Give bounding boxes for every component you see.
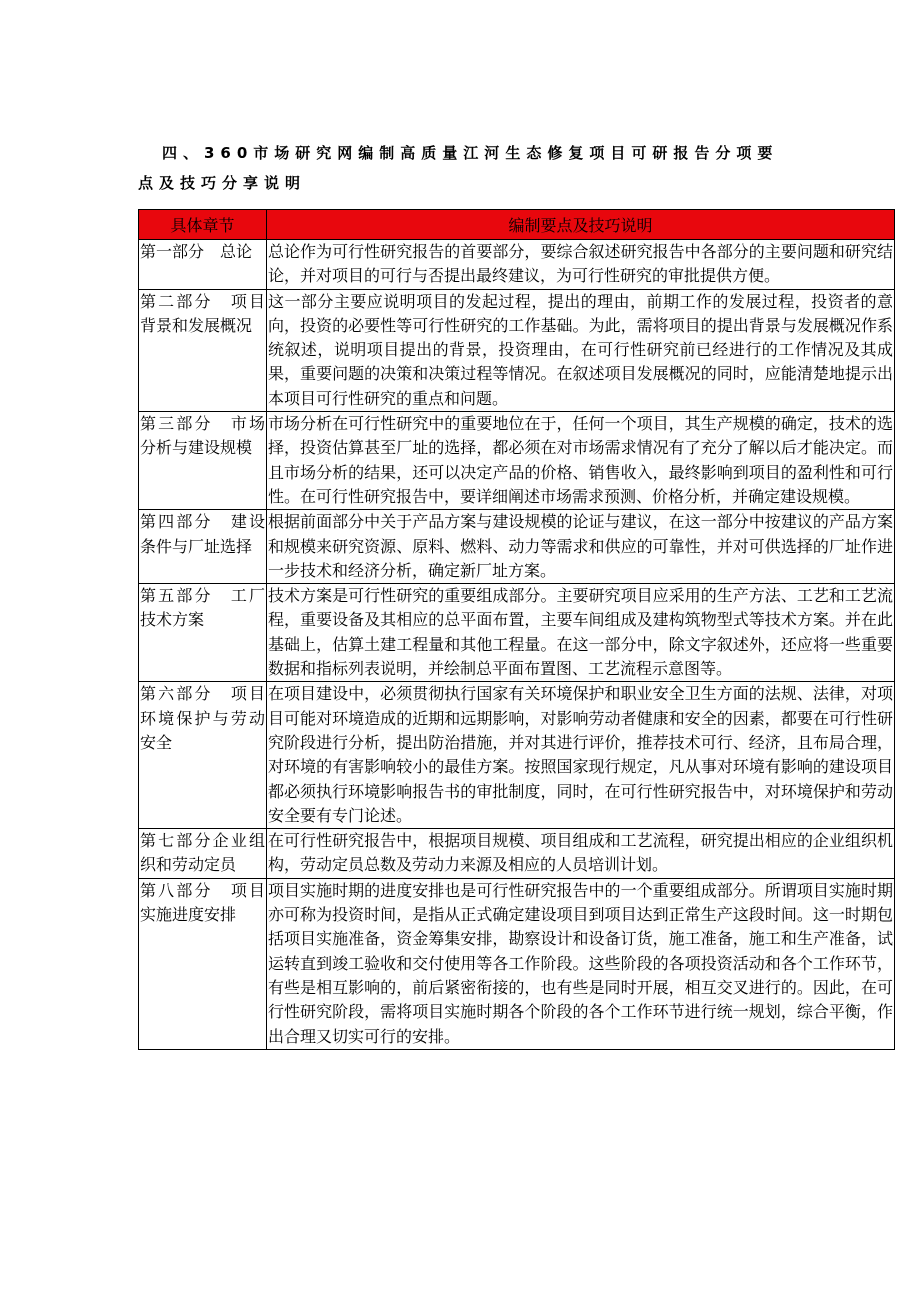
table-row — [139, 289, 895, 411]
table-row — [139, 584, 895, 682]
section-cell: 第五部分 工厂技术方案 — [139, 584, 267, 682]
table-row — [139, 510, 895, 584]
description-cell: 技术方案是可行性研究的重要组成部分。主要研究项目应采用的生产方法、工艺和工艺流程，重要设备及其相应的总平面布置，主要车间组成及建构筑物型式等技术方案。并在此基础上，估算土建工程量和其他工程量。在这一部分中，除文字叙述外，还应将一些重要数据和指标列表说明，并绘制总平面布置图、工艺流程示意图等。 — [267, 584, 895, 682]
description-cell: 总论作为可行性研究报告的首要部分，要综合叙述研究报告中各部分的主要问题和研究结论，并对项目的可行与否提出最终建议，为可行性研究的审批提供方便。 — [267, 240, 895, 290]
description-cell: 根据前面部分中关于产品方案与建设规模的论证与建议，在这一部分中按建议的产品方案和规模来研究资源、原料、燃料、动力等需求和供应的可靠性，并对可供选择的厂址作进一步技术和经济分析，确定新厂址方案。 — [267, 510, 895, 584]
description-cell: 在项目建设中，必须贯彻执行国家有关环境保护和职业安全卫生方面的法规、法律，对项目可能对环境造成的近期和远期影响，对影响劳动者健康和安全的因素，都要在可行性研究阶段进行分析，提出防治措施，并对其进行评价，推荐技术可行、经济，且布局合理，对环境的有害影响较小的最佳方案。按照国家现行规定，凡从事对环境有影响的建设项目都必须执行环境影响报告书的审批制度，同时，在可行性研究报告中，对环境保护和劳动安全要有专门论述。 — [267, 682, 895, 829]
section-cell: 第七部分企业组织和劳动定员 — [139, 829, 267, 879]
table-row — [139, 829, 895, 879]
description-cell: 市场分析在可行性研究中的重要地位在于，任何一个项目，其生产规模的确定，技术的选择，投资估算甚至厂址的选择，都必须在对市场需求情况有了充分了解以后才能决定。而且市场分析的结果，还可以决定产品的价格、销售收入，最终影响到项目的盈利性和可行性。在可行性研究报告中，要详细阐述市场需求预测、价格分析，并确定建设规模。 — [267, 412, 895, 510]
spec-table — [138, 209, 895, 1050]
document-heading: 四、360市场研究网编制高质量江河生态修复项目可研报告分项要点及技巧分享说明 — [138, 144, 779, 192]
section-cell: 第二部分 项目背景和发展概况 — [139, 289, 267, 411]
table-row — [139, 878, 895, 1049]
table-row — [139, 682, 895, 829]
header-chapter: 具体章节 — [139, 210, 267, 240]
section-cell: 第一部分 总论 — [139, 240, 267, 290]
table-row — [139, 412, 895, 510]
header-notes: 编制要点及技巧说明 — [267, 210, 895, 240]
section-cell: 第八部分 项目实施进度安排 — [139, 878, 267, 1049]
section-cell: 第六部分 项目环境保护与劳动安全 — [139, 682, 267, 829]
table-header-row — [139, 210, 895, 240]
section-cell: 第四部分 建设条件与厂址选择 — [139, 510, 267, 584]
description-cell: 在可行性研究报告中，根据项目规模、项目组成和工艺流程，研究提出相应的企业组织机构，劳动定员总数及劳动力来源及相应的人员培训计划。 — [267, 829, 895, 879]
section-cell: 第三部分 市场分析与建设规模 — [139, 412, 267, 510]
description-cell: 项目实施时期的进度安排也是可行性研究报告中的一个重要组成部分。所谓项目实施时期亦可称为投资时间，是指从正式确定建设项目到项目达到正常生产这段时间。这一时期包括项目实施准备，资金筹集安排，勘察设计和设备订货，施工准备，施工和生产准备，试运转直到竣工验收和交付使用等各工作阶段。这些阶段的各项投资活动和各个工作环节，有些是相互影响的，前后紧密衔接的，也有些是同时开展，相互交叉进行的。因此，在可行性研究阶段，需将项目实施时期各个阶段的各个工作环节进行统一规划，综合平衡，作出合理又切实可行的安排。 — [267, 878, 895, 1049]
description-cell: 这一部分主要应说明项目的发起过程，提出的理由，前期工作的发展过程，投资者的意向，投资的必要性等可行性研究的工作基础。为此，需将项目的提出背景与发展概况作系统叙述，说明项目提出的背景，投资理由，在可行性研究前已经进行的工作情况及其成果，重要问题的决策和决策过程等情况。在叙述项目发展概况的同时，应能清楚地提示出本项目可行性研究的重点和问题。 — [267, 289, 895, 411]
table-row — [139, 240, 895, 290]
